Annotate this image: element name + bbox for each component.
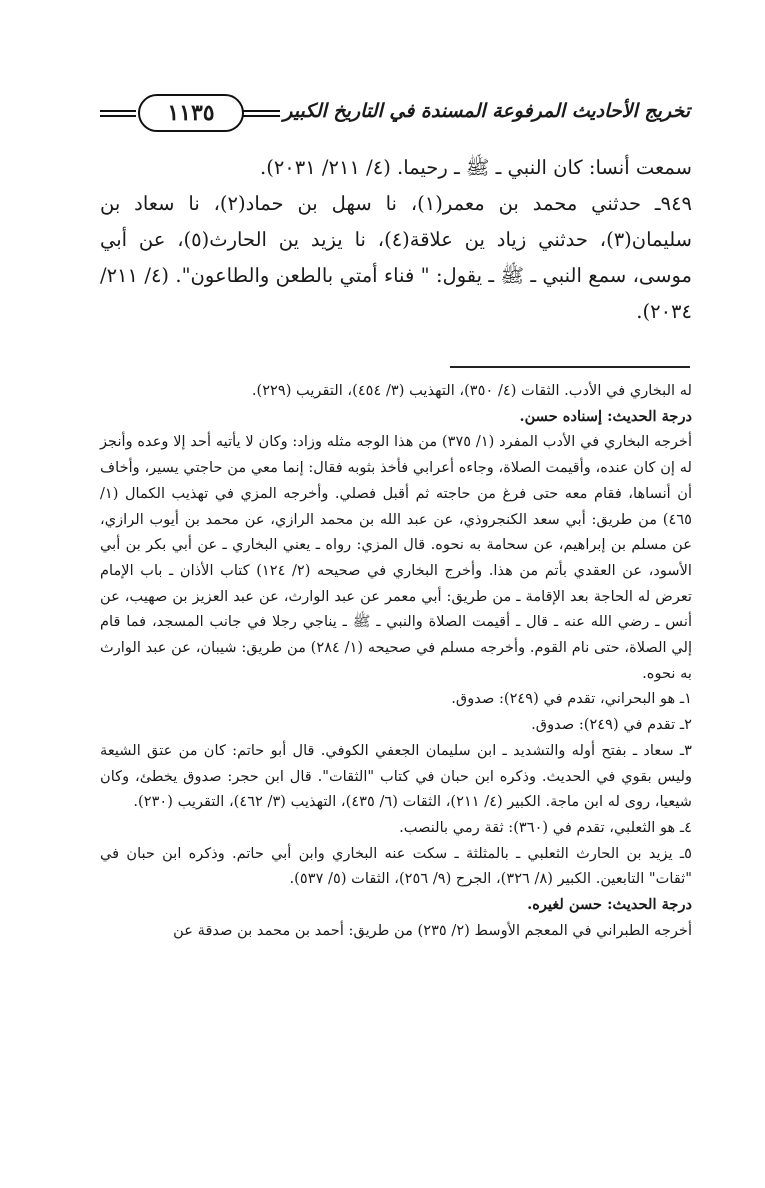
main-text [100, 150, 692, 330]
footnote-2: ٢ـ تقدم في (٢٤٩): صدوق. [531, 716, 692, 734]
footnotes [100, 378, 692, 943]
running-header [100, 92, 690, 136]
hadith-grade-1: درجة الحديث: إسناده حسن. [519, 407, 692, 425]
takhrij-2: أخرجه الطبراني في المعجم الأوسط (٢/ ٢٣٥) من طريق: أحمد بن محمد بن صدقة عن [173, 921, 692, 939]
header-rule-left-2 [100, 115, 136, 117]
header-rule-mid-2 [242, 115, 280, 117]
footnote-3: ٣ـ سعاد ـ بفتح أوله والتشديد ـ ابن سليمان الجعفي الكوفي. قال أبو حاتم: كان من عتق الشيعة وليس بقوي في الحديث. وذكره ابن حبان في كتاب "الثقات". قال ابن حجر: صدوق يخطئ، وكان شيعيا، روى له ابن ماجة. الكبير (٤/ ٢١١)، الثقات (٦/ ٤٣٥)، التهذيب (٣/ ٤٦٢)، التقريب (٢٣٠). [100, 741, 692, 811]
footnote-1: ١ـ هو البحراني، تقدم في (٢٤٩): صدوق. [451, 690, 692, 708]
hadith-line-948-end: سمعت أنسا: كان النبي ـ ﷺ ـ رحيما. (٤/ ٢١١/ ٢٠٣١). [260, 156, 692, 179]
takhrij-1: أخرجه البخاري في الأدب المفرد (١/ ٣٧٥) من هذا الوجه مثله وزاد: وكان لا يأتيه أحد إلا وعده وأنجز له إن كان عنده، وأقيمت الصلاة، وجاءه أعرابي فأخذ بثوبه فقال: إنما معي من حاجتي يسير، وأخاف أن أنساها، فقام معه حتى فرغ من حاجته ثم أقبل فصلي. وأخرجه المزي في تهذيب الكمال (١/ ٤٦٥) من طريق: أبي سعد الكنجروذي، عن عبد الله بن محمد الرازي، عن محمد بن أيوب الرازي، عن مسلم بن إبراهيم، عن سحامة به نحوه. قال المزي: رواه ـ يعني البخاري ـ عن أبي بكر بن أبي الأسود، عن العقدي بأتم من هذا. وأخرج البخاري في صحيحه (٢/ ١٢٤) كتاب الأذان ـ باب الإمام تعرض له الحاجة بعد الإقامة ـ من طريق: أبي معمر عن عبد الوارث، عن عبد العزيز بن صهيب، عن أنس ـ رضي الله عنه ـ قال ـ أقيمت الصلاة والنبي ـ ﷺ ـ يناجي رجلا في جانب المسجد، فما قام إلي الصلاة، حتى نام القوم. وأخرجه مسلم في صحيحه (١/ ٢٨٤) من طريق: شيبان، عن عبد الوارث به نحوه. [100, 433, 693, 682]
book-title: تخريج الأحاديث المرفوعة المسندة في التاريخ الكبير [283, 100, 690, 122]
header-rule-mid [242, 110, 280, 112]
footnote-5: ٥ـ يزيد بن الحارث الثعلبي ـ بالمثلثة ـ سكت عنه البخاري وابن أبي حاتم. وذكره ابن حبان في "ثقات" التابعين. الكبير (٨/ ٣٢٦)، الجرح (٩/ ٢٥٦)، الثقات (٥/ ٥٣٧). [100, 844, 692, 888]
hadith-949: ٩٤٩ـ حدثني محمد بن معمر(١)، نا سهل بن حماد(٢)، نا سعاد بن سليمان(٣)، حدثني زياد ين علاقة(٤)، نا يزيد ين الحارث(٥)، عن أبي موسى، سمع النبي ـ ﷺ ـ يقول: " فناء أمتي بالطعن والطاعون". (٤/ ٢١١/ ٢٠٣٤). [100, 192, 693, 323]
hadith-grade-2: درجة الحديث: حسن لغيره. [527, 896, 692, 914]
footnote-divider [450, 366, 690, 368]
footnote-4: ٤ـ هو الثعلبي، تقدم في (٣٦٠): ثقة رمي بالنصب. [399, 818, 692, 836]
header-rule-left [100, 110, 136, 112]
page-number: ١١٣٥ [138, 94, 244, 132]
footnote-continuation: له البخاري في الأدب. الثقات (٤/ ٣٥٠)، التهذيب (٣/ ٤٥٤)، التقريب (٢٢٩). [251, 382, 692, 399]
